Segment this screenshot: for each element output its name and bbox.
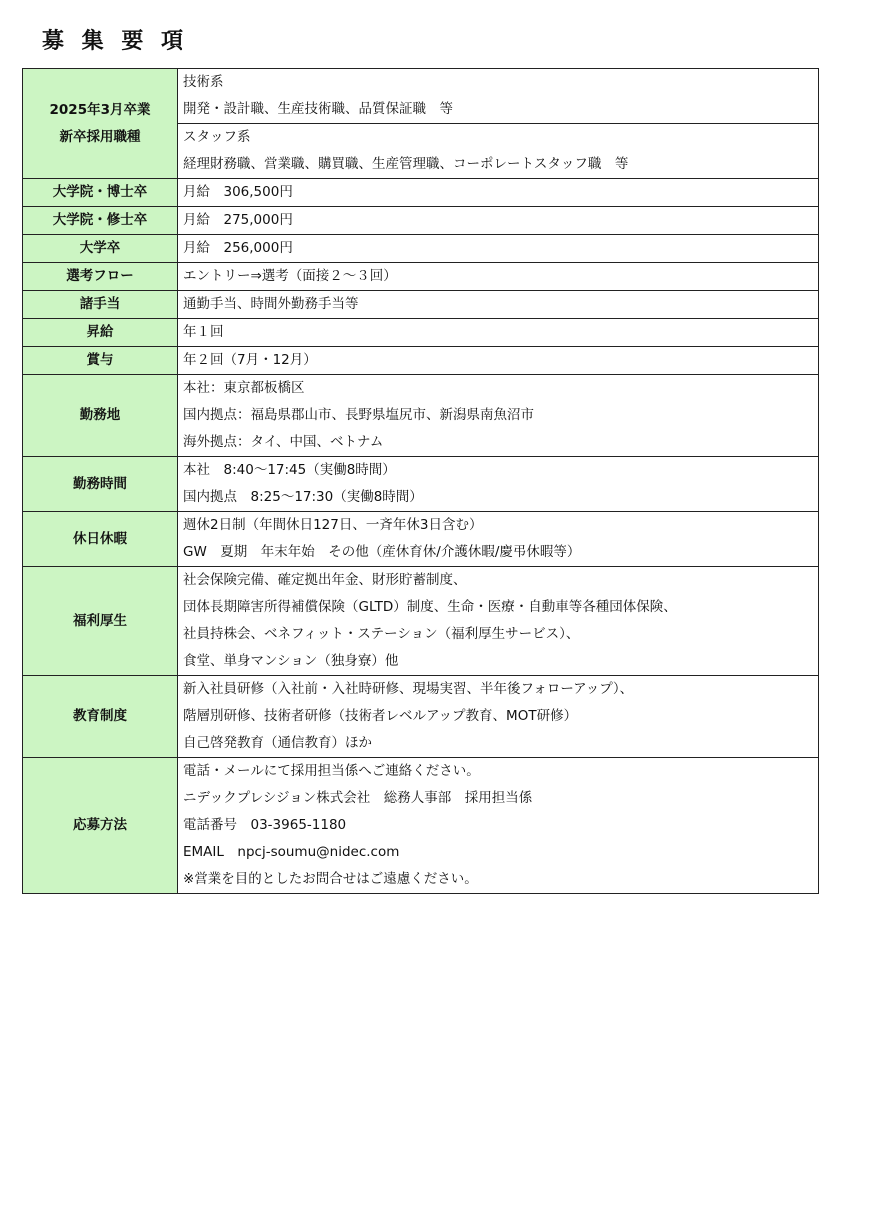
value-line: 通勤手当、時間外勤務手当等 xyxy=(183,296,359,312)
value-line: スタッフ系 xyxy=(183,129,251,145)
recruitment-table xyxy=(22,68,819,894)
row-label-allowances xyxy=(23,291,178,319)
value-line: 団体長期障害所得補償保険（GLTD）制度、生命・医療・自動車等各種団体保険、 xyxy=(183,599,677,615)
row-value-bonus xyxy=(178,347,819,375)
row-label-text: 新卒採用職種 xyxy=(59,128,141,145)
row-label-new-grad-positions xyxy=(23,69,178,179)
row-value-masters-salary xyxy=(178,207,819,235)
row-label-text: 勤務地 xyxy=(79,407,121,423)
value-line: 月給 306,500円 xyxy=(183,184,293,200)
row-label-text: 休日休暇 xyxy=(73,530,127,547)
table-row-training xyxy=(23,676,819,758)
table-row-welfare xyxy=(23,567,819,676)
value-line: 年１回 xyxy=(183,324,224,340)
row-label-text: 大学院・修士卒 xyxy=(52,212,148,228)
value-line: 海外拠点：タイ、中国、ベトナム xyxy=(183,434,384,450)
value-line: 社員持株会、ベネフィット・ステーション（福利厚生サービス）、 xyxy=(183,626,580,642)
row-label-bonus xyxy=(23,347,178,375)
value-line[interactable]: EMAIL npcj-soumu@nidec.com xyxy=(183,844,400,860)
value-line: 月給 275,000円 xyxy=(183,212,293,228)
table-row-holidays xyxy=(23,512,819,567)
row-label-holidays xyxy=(23,512,178,567)
row-value-allowances xyxy=(178,291,819,319)
row-value-working-hours xyxy=(178,457,819,512)
row-label-how-to-apply xyxy=(23,758,178,894)
row-label-text: 諸手当 xyxy=(79,296,121,312)
row-value-pay-raise xyxy=(178,319,819,347)
row-value-new-grad-positions-0 xyxy=(178,69,819,124)
table-row-bachelor-salary xyxy=(23,235,819,263)
table-row-allowances xyxy=(23,291,819,319)
value-line: 年２回（7月・12月） xyxy=(183,352,317,368)
row-value-training xyxy=(178,676,819,758)
row-label-bachelor-salary xyxy=(23,235,178,263)
value-line: 経理財務職、営業職、購買職、生産管理職、コーポレートスタッフ職 等 xyxy=(183,156,629,172)
row-label-pay-raise xyxy=(23,319,178,347)
row-label-text: 賞与 xyxy=(86,352,114,368)
value-line: 社会保険完備、確定拠出年金、財形貯蓄制度、 xyxy=(183,572,467,588)
row-label-text: 勤務時間 xyxy=(73,475,127,492)
table-row-work-location xyxy=(23,375,819,457)
value-line: 本社：東京都板橋区 xyxy=(183,380,305,396)
table-row-pay-raise xyxy=(23,319,819,347)
row-label-text: 昇給 xyxy=(86,324,114,340)
table-row-phd-salary xyxy=(23,179,819,207)
value-line: ニデックプレシジョン株式会社 総務人事部 採用担当係 xyxy=(183,790,533,806)
row-label-phd-salary xyxy=(23,179,178,207)
row-label-text: 応募方法 xyxy=(73,817,127,833)
row-value-new-grad-positions-1 xyxy=(178,124,819,179)
value-line: 技術系 xyxy=(183,74,224,90)
table-row-selection-flow xyxy=(23,263,819,291)
table-row-bonus xyxy=(23,347,819,375)
table-row-how-to-apply xyxy=(23,758,819,894)
row-label-masters-salary xyxy=(23,207,178,235)
value-line: 新入社員研修（入社前・入社時研修、現場実習、半年後フォローアップ）、 xyxy=(183,681,634,697)
value-line: 階層別研修、技術者研修（技術者レベルアップ教育、MOT研修） xyxy=(183,708,578,724)
row-label-training xyxy=(23,676,178,758)
value-line: 週休2日制（年間休日127日、一斉年休3日含む） xyxy=(183,517,483,533)
value-line: GW 夏期 年末年始 その他（産休育休/介護休暇/慶弔休暇等） xyxy=(183,544,581,560)
value-line: 電話・メールにて採用担当係へご連絡ください。 xyxy=(183,763,480,779)
row-value-bachelor-salary xyxy=(178,235,819,263)
value-line: ※営業を目的としたお問合せはご遠慮ください。 xyxy=(183,871,478,887)
row-value-selection-flow xyxy=(178,263,819,291)
value-line: 国内拠点 8:25～17:30（実働8時間） xyxy=(183,489,423,505)
value-line: 国内拠点：福島県郡山市、長野県塩尻市、新潟県南魚沼市 xyxy=(183,407,534,423)
row-value-holidays xyxy=(178,512,819,567)
row-value-work-location xyxy=(178,375,819,457)
row-label-working-hours xyxy=(23,457,178,512)
row-label-text: 教育制度 xyxy=(73,708,127,724)
value-line: 自己啓発教育（通信教育）ほか xyxy=(183,735,372,751)
row-value-phd-salary xyxy=(178,179,819,207)
row-label-welfare xyxy=(23,567,178,676)
row-label-text: 大学卒 xyxy=(79,240,121,256)
value-line: 電話番号 03-3965-1180 xyxy=(183,817,347,833)
value-line: 月給 256,000円 xyxy=(183,240,293,256)
row-value-welfare xyxy=(178,567,819,676)
value-line: 食堂、単身マンション（独身寮）他 xyxy=(183,653,399,669)
row-label-text: 2025年3月卒業 xyxy=(49,101,151,118)
row-label-work-location xyxy=(23,375,178,457)
value-line: 開発・設計職、生産技術職、品質保証職 等 xyxy=(183,101,453,117)
recruitment-table-body xyxy=(23,69,819,894)
row-label-selection-flow xyxy=(23,263,178,291)
value-line: 本社 8:40～17:45（実働8時間） xyxy=(183,462,396,478)
row-value-how-to-apply xyxy=(178,758,819,894)
row-label-text: 大学院・博士卒 xyxy=(52,184,148,200)
value-line: エントリー⇒選考（面接２～３回） xyxy=(183,268,397,284)
page-title: 募 集 要 項 xyxy=(42,29,188,54)
row-label-text: 福利厚生 xyxy=(73,612,127,629)
table-row-new-grad-positions-0 xyxy=(23,69,819,124)
table-row-masters-salary xyxy=(23,207,819,235)
row-label-text: 選考フロー xyxy=(66,268,134,284)
table-row-working-hours xyxy=(23,457,819,512)
